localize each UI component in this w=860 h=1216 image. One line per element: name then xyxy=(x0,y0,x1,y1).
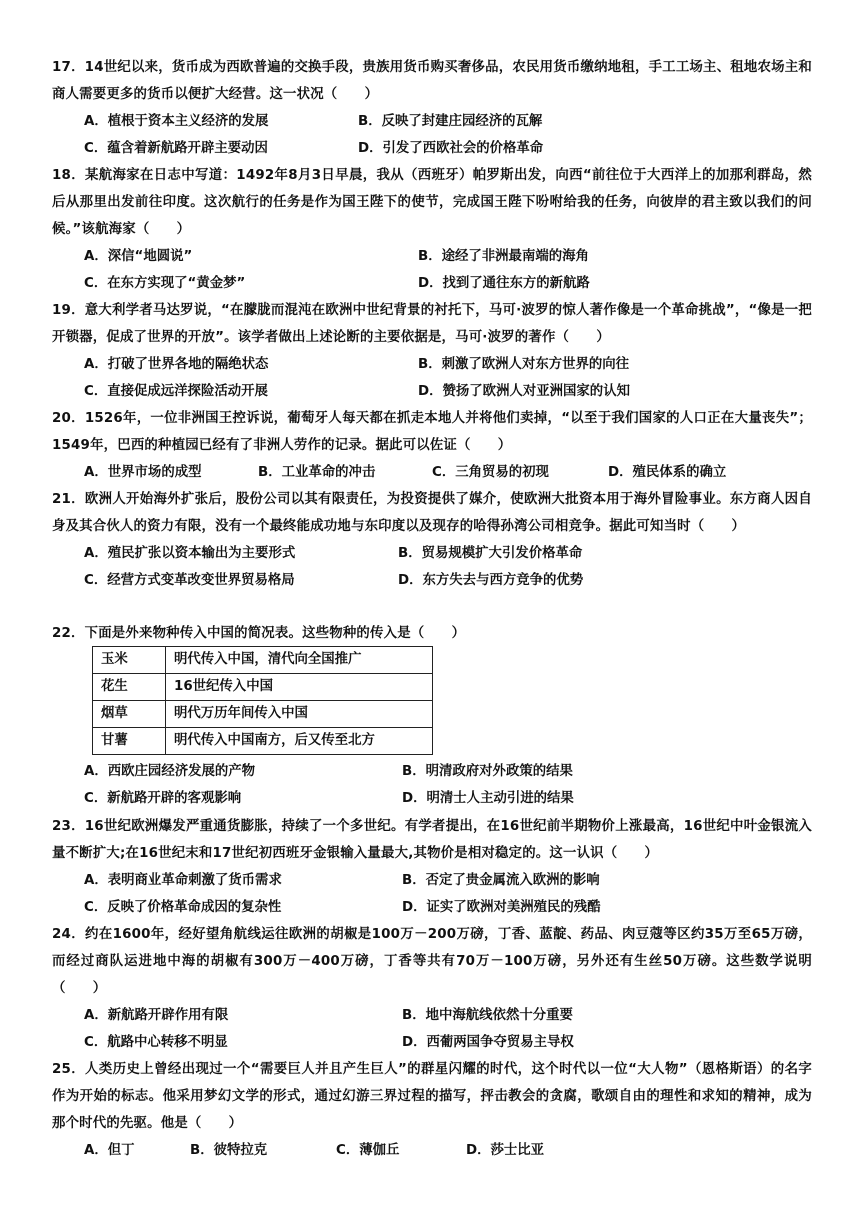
option-b: B．贸易规模扩大引发价格革命 xyxy=(398,546,583,561)
question-22-options xyxy=(52,758,812,812)
option-c: C．反映了价格革命成因的复杂性 xyxy=(84,900,282,915)
table-cell: 烟草 xyxy=(93,701,166,728)
question-stem: 18．某航海家在日志中写道：1492年8月3日早晨，我从（西班牙）帕罗斯出发，向西“前往位于大西洋上的加那利群岛，然后从那里出发前往印度。这次航行的任务是作为国王陛下的使节，完成国王陛下吩咐给我的任务，向彼岸的君主致以我们的问候。”该航海家（ ） xyxy=(52,168,812,237)
option-b: B．刺激了欧洲人对东方世界的向往 xyxy=(418,357,630,372)
option-a: A．殖民扩张以资本输出为主要形式 xyxy=(84,546,296,561)
question-21 xyxy=(52,486,812,594)
option-d: D．赞扬了欧洲人对亚洲国家的认知 xyxy=(418,384,630,399)
option-c: C．新航路开辟的客观影响 xyxy=(84,791,242,806)
option-c: C．蕴含着新航路开辟主要动因 xyxy=(84,141,268,156)
option-c: C．经营方式变革改变世界贸易格局 xyxy=(84,573,295,588)
table-row xyxy=(93,647,433,674)
option-a: A．西欧庄园经济发展的产物 xyxy=(84,764,256,779)
question-stem: 23．16世纪欧洲爆发严重通货膨胀，持续了一个多世纪。有学者提出，在16世纪前半期物价上涨最高，16世纪中叶金银流入量不断扩大;在16世纪末和17世纪初西班牙金银输入量最大,其物价是相对稳定的。这一认识（ ） xyxy=(52,819,812,861)
option-a: A．新航路开辟作用有限 xyxy=(84,1008,229,1023)
option-a: A．表明商业革命刺激了货币需求 xyxy=(84,873,282,888)
table-cell: 玉米 xyxy=(93,647,166,674)
table-row xyxy=(93,701,433,728)
option-b: B．地中海航线依然十分重要 xyxy=(402,1008,573,1023)
species-table xyxy=(92,646,433,755)
option-a: A．世界市场的成型 xyxy=(84,465,202,480)
question-stem: 24．约在1600年，经好望角航线运往欧洲的胡椒是100万－200万磅，丁香、蓝靛、药品、肉豆蔻等区约35万至65万磅，而经过商队运进地中海的胡椒有300万－400万磅，丁香等共有70万－100万磅，另外还有生丝50万磅。这些数学说明（ ） xyxy=(52,927,812,996)
option-b: B．明清政府对外政策的结果 xyxy=(402,764,573,779)
option-d: D．莎士比亚 xyxy=(466,1143,545,1158)
question-stem: 20．1526年，一位非洲国王控诉说，葡萄牙人每天都在抓走本地人并将他们卖掉，“以至于我们国家的人口正在大量丧失”；1549年，巴西的种植园已经有了非洲人劳作的记录。据此可以佐证（ ） xyxy=(52,411,812,453)
table-row xyxy=(93,674,433,701)
question-stem: 25．人类历史上曾经出现过一个“需要巨人并且产生巨人”的群星闪耀的时代，这个时代以一位“大人物”（恩格斯语）的名字作为开始的标志。他采用梦幻文学的形式，通过幻游三界过程的描写，抨击教会的贪腐，歌颂自由的理性和求知的精神，成为那个时代的先驱。他是（ ） xyxy=(52,1062,812,1131)
option-a: A．打破了世界各地的隔绝状态 xyxy=(84,357,269,372)
table-cell: 甘薯 xyxy=(93,728,166,755)
option-d: D．找到了通往东方的新航路 xyxy=(418,276,590,291)
question-17 xyxy=(52,54,812,162)
option-d: D．明清士人主动引进的结果 xyxy=(402,791,574,806)
option-c: C．薄伽丘 xyxy=(336,1143,400,1158)
option-b: B．反映了封建庄园经济的瓦解 xyxy=(358,114,543,129)
option-b: B．彼特拉克 xyxy=(190,1143,268,1158)
option-c: C．三角贸易的初现 xyxy=(432,465,549,480)
question-24 xyxy=(52,921,812,1056)
option-d: D．西葡两国争夺贸易主导权 xyxy=(402,1035,574,1050)
option-d: D．引发了西欧社会的价格革命 xyxy=(358,141,544,156)
question-25 xyxy=(52,1056,812,1164)
table-cell: 明代万历年间传入中国 xyxy=(166,701,433,728)
option-c: C．在东方实现了“黄金梦” xyxy=(84,276,246,291)
option-c: C．航路中心转移不明显 xyxy=(84,1035,228,1050)
table-cell: 花生 xyxy=(93,674,166,701)
question-18 xyxy=(52,162,812,297)
question-stem: 17．14世纪以来，货币成为西欧普遍的交换手段，贵族用货币购买奢侈品，农民用货币缴纳地租，手工工场主、租地农场主和商人需要更多的货币以便扩大经营。这一状况（ ） xyxy=(52,60,812,102)
question-stem: 22．下面是外来物种传入中国的简况表。这些物种的传入是（ ） xyxy=(52,626,466,641)
option-d: D．殖民体系的确立 xyxy=(608,465,727,480)
question-stem: 21．欧洲人开始海外扩张后，股份公司以其有限责任，为投资提供了媒介，使欧洲大批资本用于海外冒险事业。东方商人因自身及其合伙人的资力有限，没有一个最终能成功地与东印度以及现存的哈得孙湾公司相竞争。据此可知当时（ ） xyxy=(52,492,812,534)
option-a: A．深信“地圆说” xyxy=(84,249,193,264)
option-a: A．植根于资本主义经济的发展 xyxy=(84,114,269,129)
table-row xyxy=(93,728,433,755)
option-a: A．但丁 xyxy=(84,1143,135,1158)
question-20 xyxy=(52,405,812,486)
table-cell: 16世纪传入中国 xyxy=(166,674,433,701)
option-d: D．证实了欧洲对美洲殖民的残酷 xyxy=(402,900,601,915)
question-stem: 19．意大利学者马达罗说，“在朦胧而混沌在欧洲中世纪背景的衬托下，马可·波罗的惊人著作像是一个革命挑战”，“像是一把开锁器，促成了世界的开放”。该学者做出上述论断的主要依据是，马可·波罗的著作（ ） xyxy=(52,303,812,345)
question-19 xyxy=(52,297,812,405)
option-b: B．途经了非洲最南端的海角 xyxy=(418,249,589,264)
option-d: D．东方失去与西方竞争的优势 xyxy=(398,573,584,588)
table-cell: 明代传入中国，清代向全国推广 xyxy=(166,647,433,674)
table-cell: 明代传入中国南方，后又传至北方 xyxy=(166,728,433,755)
option-b: B．否定了贵金属流入欧洲的影响 xyxy=(402,873,600,888)
option-b: B．工业革命的冲击 xyxy=(258,465,376,480)
question-22 xyxy=(52,620,812,647)
question-23 xyxy=(52,813,812,921)
option-c: C．直接促成远洋探险活动开展 xyxy=(84,384,268,399)
